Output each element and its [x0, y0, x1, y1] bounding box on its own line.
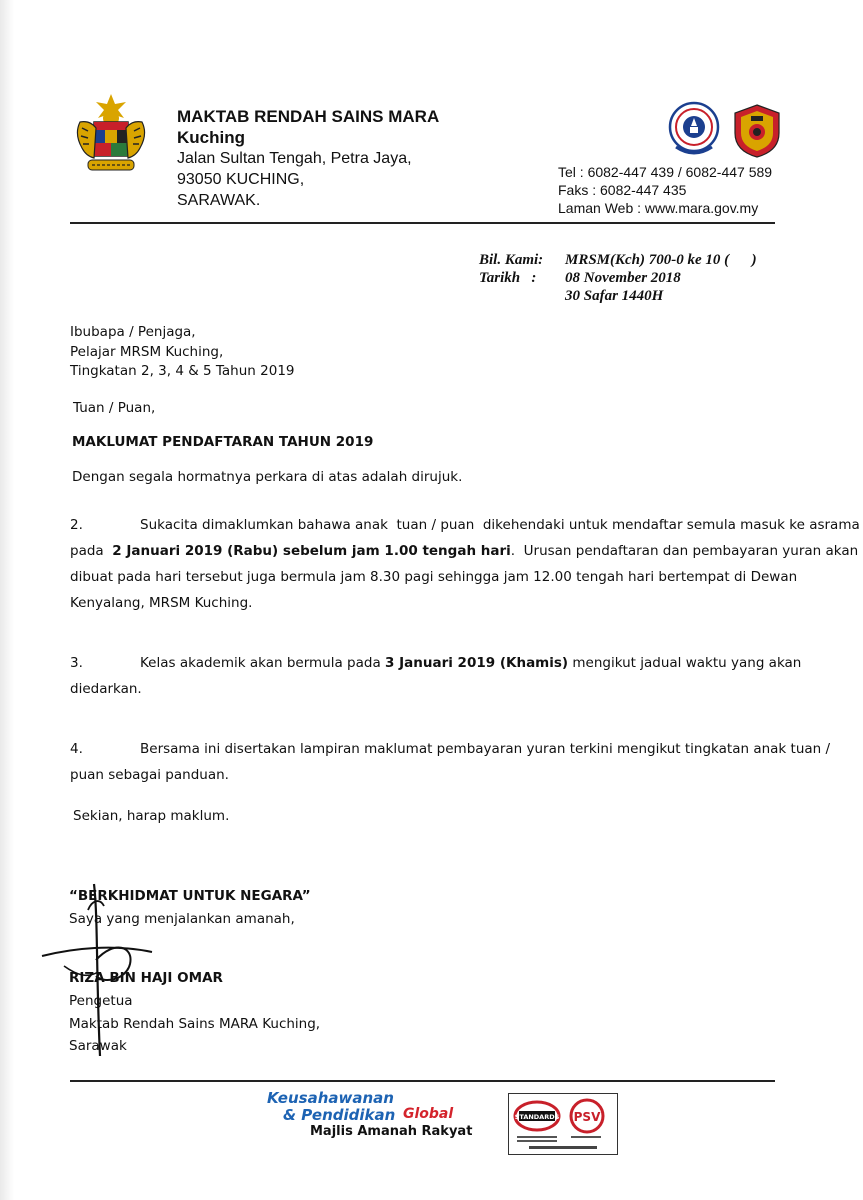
- handwritten-signature-icon: [34, 880, 174, 1060]
- slogan-logo: [265, 1088, 480, 1128]
- ref-number-value: MRSM(Kch) 700-0 ke 10 ( ): [565, 252, 757, 268]
- header-divider: [70, 222, 775, 224]
- paragraph-2-line-2-bold: 2 Januari 2019 (Rabu) sebelum jam 1.00 tengah hari: [112, 543, 511, 559]
- fax-text: Faks : 6082-447 435: [558, 182, 687, 198]
- date-label: Tarikh :: [479, 270, 537, 286]
- salutation: Tuan / Puan,: [73, 400, 156, 416]
- paragraph-3-line-2: diedarkan.: [70, 681, 142, 697]
- reference-block: [479, 251, 757, 305]
- org-branch: Kuching: [177, 128, 245, 147]
- signatory-org: Maktab Rendah Sains MARA Kuching,: [69, 1016, 321, 1032]
- paragraph-2-line-1: Sukacita dimaklumkan bahawa anak tuan / puan dikehendaki untuk mendaftar semula masuk ke asrama: [140, 517, 860, 533]
- paragraph-2-number: 2.: [70, 517, 83, 533]
- certification-logos: [508, 1093, 618, 1155]
- paragraph-2: [70, 512, 860, 616]
- slogan-line-1: Keusahawanan: [267, 1089, 394, 1107]
- ref-number-label: Bil. Kami:: [479, 252, 544, 268]
- signoff-text: Saya yang menjalankan amanah,: [69, 911, 295, 927]
- signatory-name: RIZA BIN HAJI OMAR: [69, 970, 223, 986]
- standards-mark-text: STANDARDS: [514, 1113, 560, 1121]
- signatory-title: Pengetua: [69, 993, 133, 1009]
- contact-block: [558, 163, 772, 217]
- motto-text: “BERKHIDMAT UNTUK NEGARA”: [69, 888, 311, 904]
- org-address-block: [177, 106, 439, 211]
- date-gregorian: 08 November 2018: [565, 270, 681, 286]
- mara-logo-icon: [732, 103, 782, 159]
- intro-text: Dengan segala hormatnya perkara di atas adalah dirujuk.: [72, 469, 463, 485]
- slogan-line-3: Global: [403, 1106, 454, 1122]
- org-name: MAKTAB RENDAH SAINS MARA: [177, 107, 440, 126]
- address-line-1: Jalan Sultan Tengah, Petra Jaya,: [177, 150, 412, 167]
- subject-heading: MAKLUMAT PENDAFTARAN TAHUN 2019: [72, 434, 374, 450]
- certification-icon: [509, 1094, 616, 1153]
- paragraph-2-line-2b: . Urusan pendaftaran dan pembayaran yuran akan: [510, 543, 859, 559]
- paragraph-4-line-2: puan sebagai panduan.: [70, 767, 229, 783]
- paragraph-3-line-1b: mengikut jadual waktu yang akan: [568, 655, 802, 671]
- date-hijri: 30 Safar 1440H: [565, 288, 664, 304]
- paragraph-3-line-1a: Kelas akademik akan bermula pada: [140, 655, 386, 671]
- address-line-3: SARAWAK.: [177, 192, 261, 209]
- closing-text: Sekian, harap maklum.: [73, 808, 230, 824]
- paragraph-3-number: 3.: [70, 655, 83, 671]
- paragraph-2-line-3: dibuat pada hari tersebut juga bermula jam 8.30 pagi sehingga jam 12.00 tengah hari bertempat di Dewan: [70, 569, 798, 585]
- paragraph-2-line-2a: pada: [70, 543, 113, 559]
- recipient-line-3: Tingkatan 2, 3, 4 & 5 Tahun 2019: [70, 363, 295, 379]
- paragraph-4: [70, 736, 830, 788]
- footer-divider: [70, 1080, 775, 1082]
- website-text: Laman Web : www.mara.gov.my: [558, 200, 759, 216]
- paragraph-4-line-1: Bersama ini disertakan lampiran maklumat pembayaran yuran terkini mengikut tingkatan anak tuan /: [140, 741, 831, 757]
- recipient-line-1: Ibubapa / Penjaga,: [70, 324, 196, 340]
- paragraph-3: [70, 650, 801, 702]
- malaysia-crest-icon: [70, 92, 152, 180]
- paragraph-3-line-1-bold: 3 Januari 2019 (Khamis): [385, 655, 569, 671]
- telephone-text: Tel : 6082-447 439 / 6082-447 589: [558, 164, 773, 180]
- paragraph-4-number: 4.: [70, 741, 83, 757]
- paragraph-2-line-4: Kenyalang, MRSM Kuching.: [70, 595, 253, 611]
- address-line-2: 93050 KUCHING,: [177, 171, 305, 188]
- mrsm-logo-icon: [668, 101, 720, 159]
- slogan-line-2: & Pendidikan: [283, 1106, 396, 1124]
- recipient-line-2: Pelajar MRSM Kuching,: [70, 344, 224, 360]
- signatory-state: Sarawak: [69, 1038, 127, 1054]
- psv-mark-text: PSV: [573, 1110, 601, 1124]
- footer-organization: Majlis Amanah Rakyat: [310, 1124, 473, 1139]
